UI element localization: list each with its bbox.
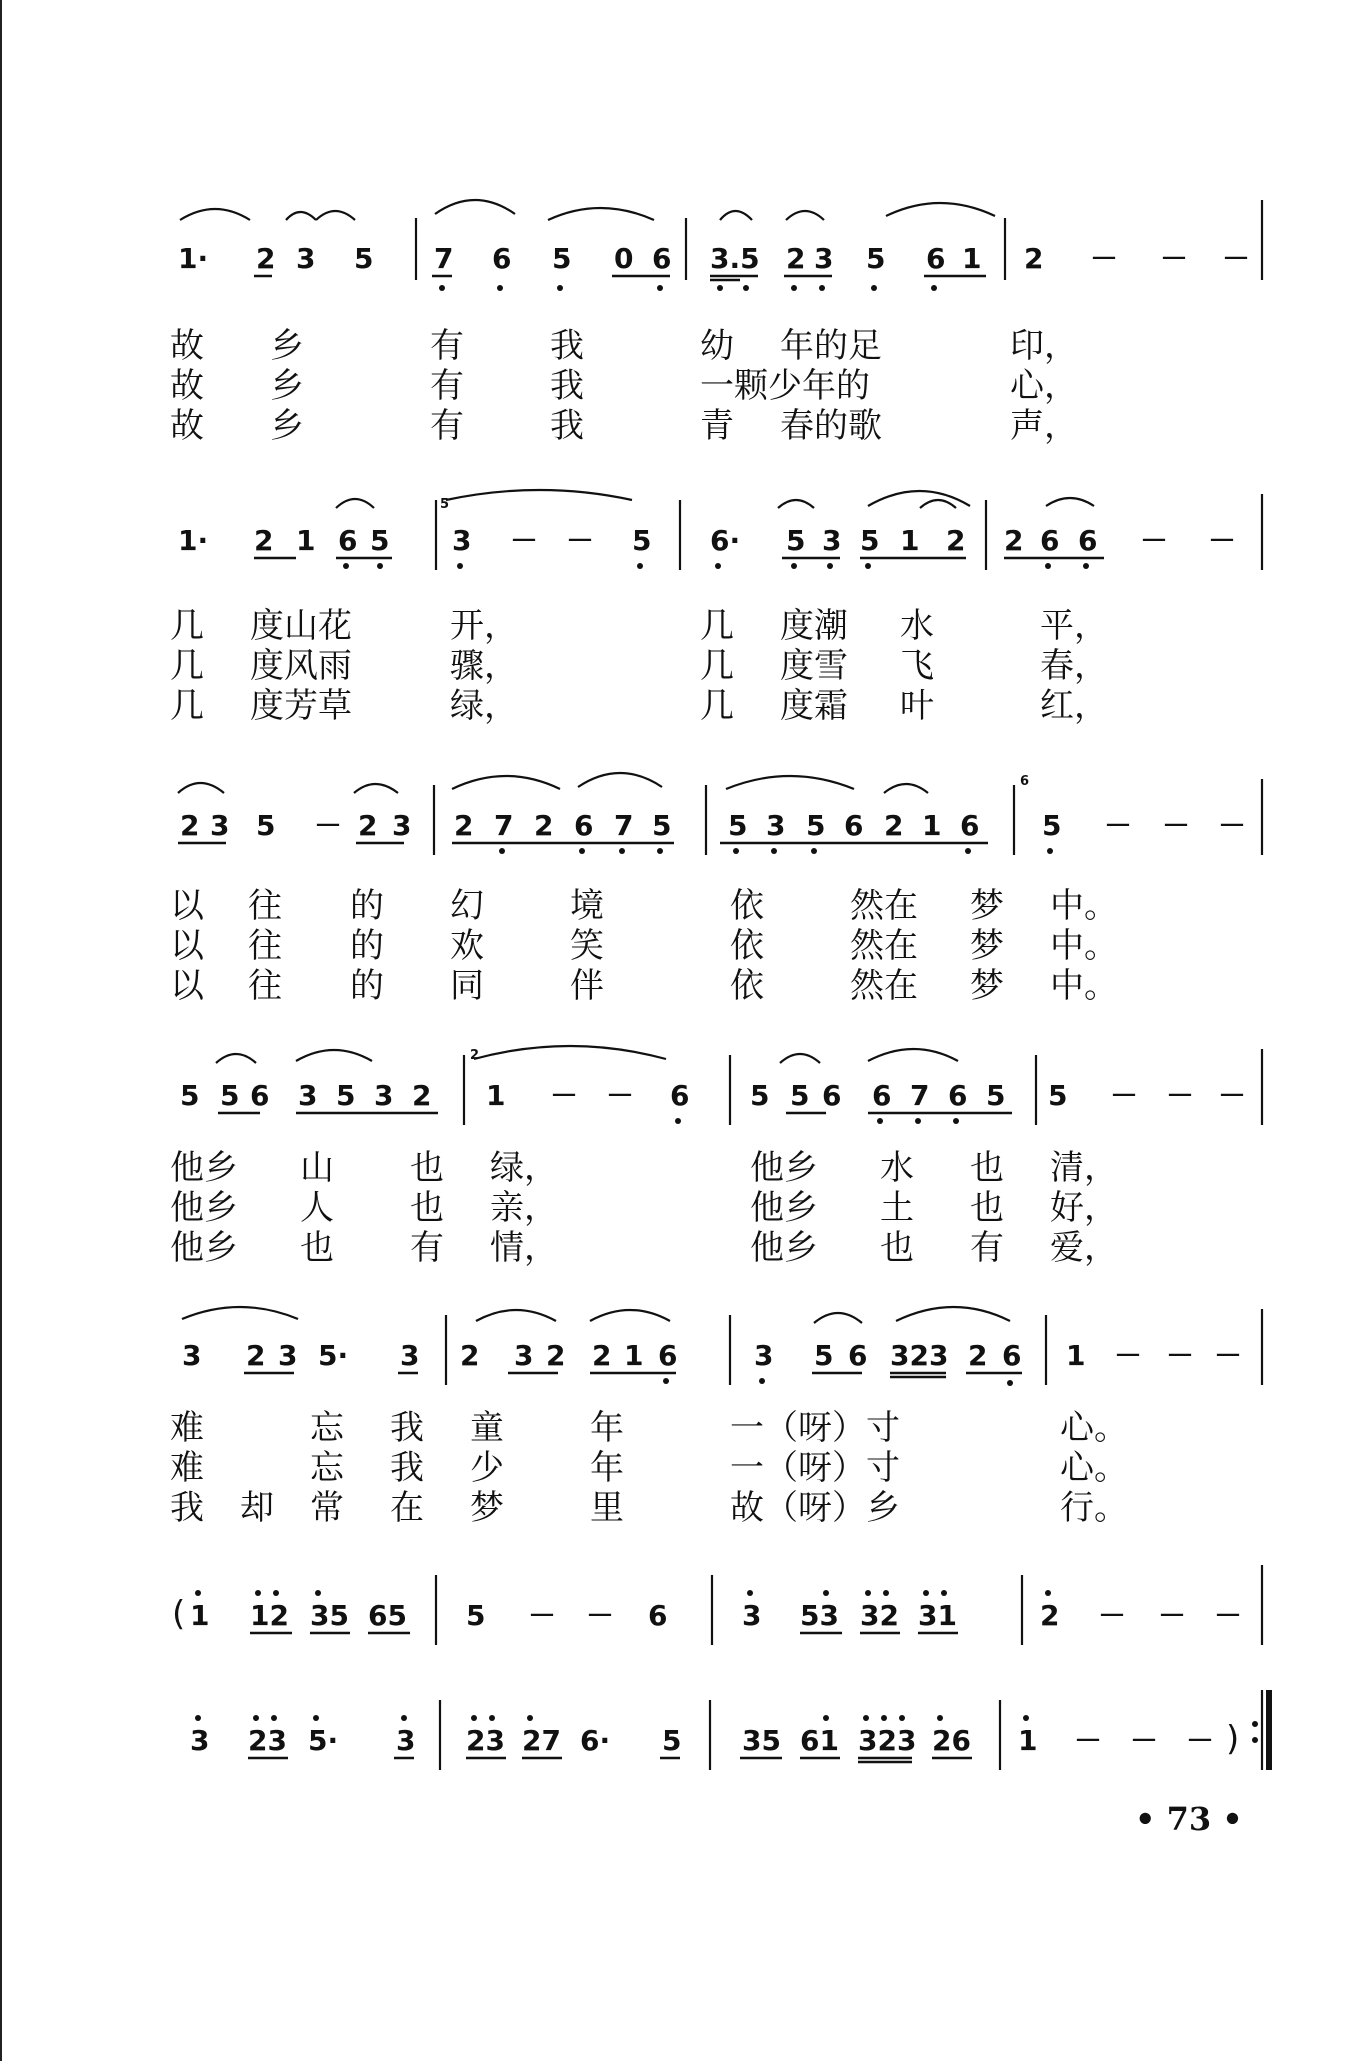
staff-4-note: 6 <box>948 1079 968 1112</box>
staff-4-lyric-line-1: 他乡 山 也 绿， 他乡 水 也 清， <box>170 1148 1118 1188</box>
staff-1-note: 2 <box>1024 242 1044 275</box>
staff-4-note: － <box>606 1079 635 1112</box>
staff-4-note: － <box>1166 1079 1195 1112</box>
staff-1-note: 3 <box>814 242 834 275</box>
staff-5-note: － <box>1214 1339 1243 1372</box>
staff-4-note: 5 <box>336 1079 356 1112</box>
staff-5-note: 3 <box>400 1339 420 1372</box>
staff-6-note: － <box>1214 1599 1243 1632</box>
staff-5-note: 2 <box>460 1339 480 1372</box>
staff-2-note: 2 <box>946 524 966 557</box>
staff-2-note: 1· <box>178 524 209 557</box>
staff-6-note: 32 <box>860 1599 899 1632</box>
staff-3-note: 5 <box>1042 809 1062 842</box>
staff-3-note: 5 <box>652 809 672 842</box>
staff-7-note: － <box>1186 1724 1215 1757</box>
staff-6-note: 31 <box>918 1599 957 1632</box>
staff-6-note: 35 <box>310 1599 349 1632</box>
staff-7-note: 26 <box>932 1724 971 1757</box>
staff-4-note: 3 <box>374 1079 394 1112</box>
staff-5-notation <box>0 1285 1354 1415</box>
staff-2-note: － <box>1140 524 1169 557</box>
staff-5-note: 6 <box>1002 1339 1022 1372</box>
staff-6-note: 12 <box>250 1599 289 1632</box>
staff-1-note: 6 <box>652 242 672 275</box>
staff-3-note: 3 <box>766 809 786 842</box>
staff-1-note: 7 <box>434 242 454 275</box>
staff-1-note: 0 <box>614 242 634 275</box>
staff-1-note: 1· <box>178 242 209 275</box>
staff-4-note: 6 <box>822 1079 842 1112</box>
staff-5-note: － <box>1114 1339 1143 1372</box>
page-number: • 73 • <box>1135 1800 1243 1838</box>
staff-2-note: 5 <box>632 524 652 557</box>
staff-3-note: 2 <box>534 809 554 842</box>
staff-4-note: 3 <box>298 1079 318 1112</box>
staff-6-note: 53 <box>800 1599 839 1632</box>
staff-4-lyric-line-2: 他乡 人 也 亲， 他乡 土 也 好， <box>170 1188 1118 1228</box>
staff-1-note: － <box>1160 242 1189 275</box>
staff-7-note: 23 <box>466 1724 505 1757</box>
staff-2-lyric-line-3: 几 度芳草 绿， 几 度霜 叶 红， <box>170 686 1108 726</box>
staff-5-lyric-line-2: 难 忘 我 少 年 一（呀）寸 心。 <box>170 1448 1128 1488</box>
staff-6-note: － <box>586 1599 615 1632</box>
staff-4-note: － <box>550 1079 579 1112</box>
staff-1-lyric-line-3: 故 乡 有 我 青 春的歌 声， <box>170 406 1078 446</box>
staff-5-note: 6 <box>848 1339 868 1372</box>
staff-1-note: 2 <box>786 242 806 275</box>
staff-5-lyric-line-1: 难 忘 我 童 年 一（呀）寸 心。 <box>170 1408 1128 1448</box>
staff-4-note: 2 <box>412 1079 432 1112</box>
staff-1-note: － <box>1222 242 1251 275</box>
staff-4-note: 1 <box>486 1079 506 1112</box>
staff-5-note: 3 <box>278 1339 298 1372</box>
staff-1-note: 3.5 <box>710 242 760 275</box>
staff-7-notation <box>0 1690 1354 1790</box>
staff-2-note: － <box>510 524 539 557</box>
staff-4-note: 5 <box>220 1079 240 1112</box>
staff-5-note: 2 <box>246 1339 266 1372</box>
staff-3-grace-note: 6 <box>1020 774 1030 789</box>
staff-5-note: 3 <box>182 1339 202 1372</box>
staff-3-note: － <box>1104 809 1133 842</box>
staff-2-note: 1 <box>296 524 316 557</box>
staff-1-note: 5 <box>552 242 572 275</box>
staff-3-note: 3 <box>392 809 412 842</box>
staff-3-note: 5 <box>256 809 276 842</box>
staff-1-note: 5 <box>354 242 374 275</box>
staff-4-note: － <box>1110 1079 1139 1112</box>
staff-1-lyric-line-1: 故 乡 有 我 幼 年的足 印， <box>170 326 1078 366</box>
staff-6-note: － <box>1098 1599 1127 1632</box>
staff-6-note: 3 <box>742 1599 762 1632</box>
staff-3-note: 6 <box>960 809 980 842</box>
staff-6-note: 6 <box>648 1599 668 1632</box>
staff-2-note: 6 <box>338 524 358 557</box>
staff-4-lyric-line-3: 他乡 也 有 情， 他乡 也 有 爱， <box>170 1228 1118 1268</box>
staff-5-note: 3 <box>514 1339 534 1372</box>
staff-2-lyric-line-1: 几 度山花 开， 几 度潮 水 平， <box>170 606 1108 646</box>
staff-2-note: 6· <box>710 524 741 557</box>
staff-7-note: 27 <box>522 1724 561 1757</box>
staff-2-note: 6 <box>1078 524 1098 557</box>
staff-3-note: 2 <box>180 809 200 842</box>
staff-6-note: 5 <box>466 1599 486 1632</box>
staff-7-note: ) <box>1226 1719 1240 1759</box>
staff-5-note: 323 <box>890 1339 949 1372</box>
staff-5-note: 3 <box>754 1339 774 1372</box>
staff-4-note: 5 <box>790 1079 810 1112</box>
staff-5-note: － <box>1166 1339 1195 1372</box>
staff-6-note: 2 <box>1040 1599 1060 1632</box>
staff-3-note: － <box>1218 809 1247 842</box>
staff-3-note: 5 <box>806 809 826 842</box>
staff-2-note: 5 <box>786 524 806 557</box>
staff-4-note: 6 <box>670 1079 690 1112</box>
staff-3-lyric-line-2: 以 往 的 欢 笑 依 然在 梦 中。 <box>170 926 1118 966</box>
staff-5-note: 2 <box>546 1339 566 1372</box>
staff-6-note: － <box>1158 1599 1187 1632</box>
staff-6-notation <box>0 1565 1354 1665</box>
staff-2-note: － <box>1208 524 1237 557</box>
staff-7-note: 61 <box>800 1724 839 1757</box>
staff-7-note: － <box>1074 1724 1103 1757</box>
staff-4-note: 5 <box>750 1079 770 1112</box>
staff-5-note: 2 <box>592 1339 612 1372</box>
staff-5-note: 1 <box>624 1339 644 1372</box>
staff-2-lyric-line-2: 几 度风雨 骤， 几 度雪 飞 春， <box>170 646 1108 686</box>
staff-7-note: 5· <box>308 1724 339 1757</box>
staff-1-note: 5 <box>866 242 886 275</box>
staff-2-note: 3 <box>822 524 842 557</box>
staff-2-note: 2 <box>1004 524 1024 557</box>
staff-7-note: 6· <box>580 1724 611 1757</box>
staff-2-note: 5 <box>860 524 880 557</box>
staff-1-note: 6 <box>926 242 946 275</box>
staff-2-grace-note: 5 <box>440 497 450 512</box>
staff-1-note: 3 <box>296 242 316 275</box>
staff-1-lyric-line-2: 故 乡 有 我 一颗少年的 心， <box>170 366 1078 406</box>
staff-3-lyric-line-3: 以 往 的 同 伴 依 然在 梦 中。 <box>170 966 1118 1006</box>
staff-7-note: 323 <box>858 1724 917 1757</box>
staff-2-note: － <box>566 524 595 557</box>
staff-3-note: － <box>1162 809 1191 842</box>
staff-7-note: 3 <box>396 1724 416 1757</box>
staff-3-note: 7 <box>494 809 514 842</box>
staff-2-note: 6 <box>1040 524 1060 557</box>
staff-3-note: 7 <box>614 809 634 842</box>
staff-4-grace-note: 2 <box>470 1048 480 1063</box>
staff-3-note: 3 <box>210 809 230 842</box>
staff-5-note: 6 <box>658 1339 678 1372</box>
staff-2-note: 5 <box>370 524 390 557</box>
staff-5-note: 1 <box>1066 1339 1086 1372</box>
staff-6-note: － <box>528 1599 557 1632</box>
staff-1-note: 1 <box>962 242 982 275</box>
staff-4-note: 5 <box>180 1079 200 1112</box>
staff-1-note: － <box>1090 242 1119 275</box>
staff-5-lyric-line-3: 我 却 常 在 梦 里 故（呀）乡 行。 <box>170 1488 1128 1528</box>
staff-4-notation <box>0 1025 1354 1155</box>
staff-7-note: 23 <box>248 1724 287 1757</box>
staff-4-note: 6 <box>250 1079 270 1112</box>
staff-3-note: － <box>314 809 343 842</box>
staff-2-note: 3 <box>452 524 472 557</box>
staff-3-note: 2 <box>358 809 378 842</box>
staff-7-note: 3 <box>190 1724 210 1757</box>
staff-2-notation <box>0 470 1354 610</box>
staff-7-note: 5 <box>662 1724 682 1757</box>
staff-1-note: 6 <box>492 242 512 275</box>
staff-2-note: 1 <box>900 524 920 557</box>
staff-4-note: 6 <box>872 1079 892 1112</box>
staff-2-note: 2 <box>254 524 274 557</box>
staff-3-note: 6 <box>574 809 594 842</box>
staff-3-note: 6 <box>844 809 864 842</box>
staff-5-note: 5· <box>318 1339 349 1372</box>
staff-7-note: 1 <box>1018 1724 1038 1757</box>
staff-5-note: 2 <box>968 1339 988 1372</box>
staff-4-note: 7 <box>910 1079 930 1112</box>
staff-1-note: 2 <box>256 242 276 275</box>
staff-3-note: 2 <box>454 809 474 842</box>
staff-4-note: 5 <box>986 1079 1006 1112</box>
staff-6-note: 1 <box>190 1599 210 1632</box>
staff-5-note: 5 <box>814 1339 834 1372</box>
staff-6-note: ( <box>172 1594 186 1634</box>
staff-7-note: 35 <box>742 1724 781 1757</box>
staff-4-note: 5 <box>1048 1079 1068 1112</box>
staff-3-note: 5 <box>728 809 748 842</box>
staff-7-note: － <box>1130 1724 1159 1757</box>
staff-3-notation <box>0 755 1354 885</box>
staff-3-lyric-line-1: 以 往 的 幻 境 依 然在 梦 中。 <box>170 886 1118 926</box>
staff-4-note: － <box>1218 1079 1247 1112</box>
staff-6-note: 65 <box>368 1599 407 1632</box>
staff-3-note: 1 <box>922 809 942 842</box>
staff-3-note: 2 <box>884 809 904 842</box>
